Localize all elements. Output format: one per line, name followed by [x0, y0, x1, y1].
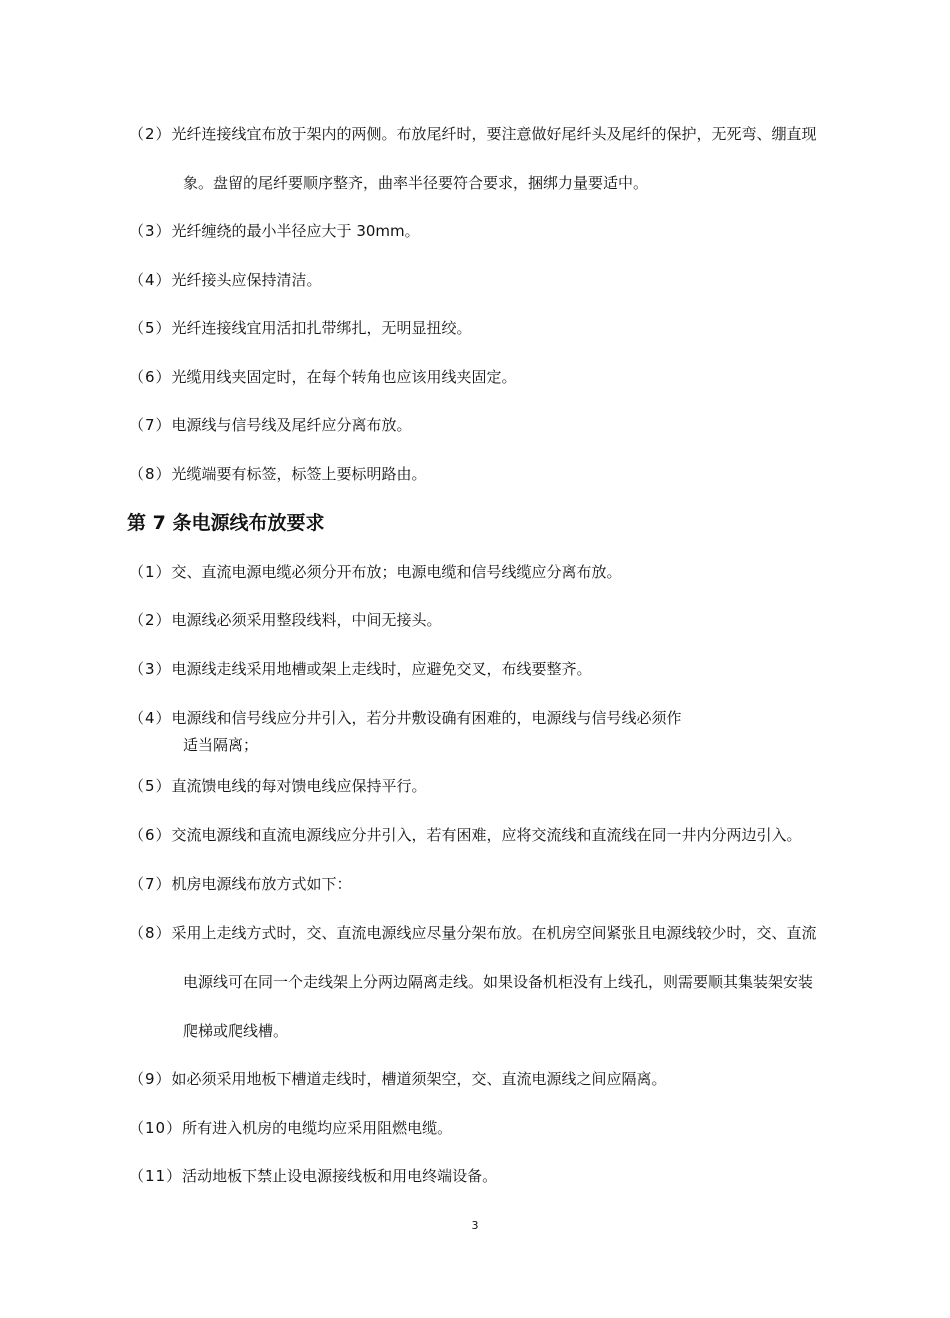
- s7-item-7: [129, 874, 352, 894]
- item-text: 光缆端要有标签，标签上要标明路由。: [171, 465, 427, 483]
- item-number: （7）: [129, 875, 172, 893]
- item-text: 机房电源线布放方式如下：: [171, 875, 352, 893]
- item-number: （9）: [129, 1070, 172, 1088]
- s6-item-4: [129, 270, 322, 290]
- s7-item-11: [129, 1166, 497, 1186]
- item-number: （4）: [129, 709, 172, 727]
- item-number: （7）: [129, 416, 172, 434]
- item-text: 交、直流电源电缆必须分开布放；电源电缆和信号线缆应分离布放。: [171, 563, 622, 581]
- item-text: 光纤接头应保持清洁。: [171, 271, 322, 289]
- item-text: 光纤连接线宜用活扣扎带绑扎，无明显扭绞。: [171, 319, 472, 337]
- section-heading: 第 7 条电源线布放要求: [127, 512, 325, 534]
- s6-item-3: [129, 221, 420, 241]
- item-text: 光纤连接线宜布放于架内的两侧。布放尾纤时，要注意做好尾纤头及尾纤的保护，无死弯、绷直现: [171, 125, 817, 143]
- item-number: （5）: [129, 777, 172, 795]
- item-text: 电源线走线采用地槽或架上走线时，应避免交叉，布线要整齐。: [171, 660, 592, 678]
- s6-item-6: [129, 367, 517, 387]
- item-number: （4）: [129, 271, 172, 289]
- s7-item-1: [129, 562, 622, 582]
- s6-item-8: [129, 464, 427, 484]
- item-text: 采用上走线方式时，交、直流电源线应尽量分架布放。在机房空间紧张且电源线较少时，交、直流: [171, 924, 817, 942]
- s7-item-5: [129, 776, 427, 796]
- s7-item-2: [129, 610, 442, 630]
- item-number: （3）: [129, 222, 172, 240]
- item-text-continuation: 爬梯或爬线槽。: [183, 1022, 289, 1040]
- item-text: 活动地板下禁止设电源接线板和用电终端设备。: [182, 1167, 498, 1185]
- item-text-continuation: 象。盘留的尾纤要顺序整齐，曲率半径要符合要求，捆绑力量要适中。: [183, 174, 649, 192]
- s7-item-9: [129, 1069, 667, 1089]
- item-text: 电源线与信号线及尾纤应分离布放。: [171, 416, 412, 434]
- item-number: （2）: [129, 125, 172, 143]
- item-number: （3）: [129, 660, 172, 678]
- item-number: （6）: [129, 368, 172, 386]
- s7-item-6: [129, 825, 802, 845]
- item-number: （5）: [129, 319, 172, 337]
- page-number: 3: [471, 1219, 479, 1232]
- item-number: （8）: [129, 924, 172, 942]
- item-text: 光纤缠绕的最小半径应大于 30mm。: [171, 222, 420, 240]
- item-text: 光缆用线夹固定时，在每个转角也应该用线夹固定。: [171, 368, 517, 386]
- s7-item-3: [129, 659, 592, 679]
- s6-item-7: [129, 415, 412, 435]
- item-number: （1）: [129, 563, 172, 581]
- item-number: （2）: [129, 611, 172, 629]
- item-text: 电源线和信号线应分井引入，若分井敷设确有困难的，电源线与信号线必须作: [171, 709, 682, 727]
- item-text-continuation: 电源线可在同一个走线架上分两边隔离走线。如果设备机柜没有上线孔，则需要顺其集装架安装: [183, 973, 814, 991]
- s7-item-10: [129, 1118, 452, 1138]
- item-text-continuation: 适当隔离；: [183, 736, 259, 754]
- item-number: （11）: [129, 1167, 183, 1185]
- item-number: （6）: [129, 826, 172, 844]
- item-text: 直流馈电线的每对馈电线应保持平行。: [171, 777, 427, 795]
- item-text: 交流电源线和直流电源线应分井引入，若有困难，应将交流线和直流线在同一井内分两边引入。: [171, 826, 802, 844]
- item-text: 电源线必须采用整段线料，中间无接头。: [171, 611, 442, 629]
- item-text: 如必须采用地板下槽道走线时，槽道须架空，交、直流电源线之间应隔离。: [171, 1070, 667, 1088]
- item-number: （8）: [129, 465, 172, 483]
- item-number: （10）: [129, 1119, 183, 1137]
- item-text: 所有进入机房的电缆均应采用阻燃电缆。: [182, 1119, 453, 1137]
- s6-item-5: [129, 318, 472, 338]
